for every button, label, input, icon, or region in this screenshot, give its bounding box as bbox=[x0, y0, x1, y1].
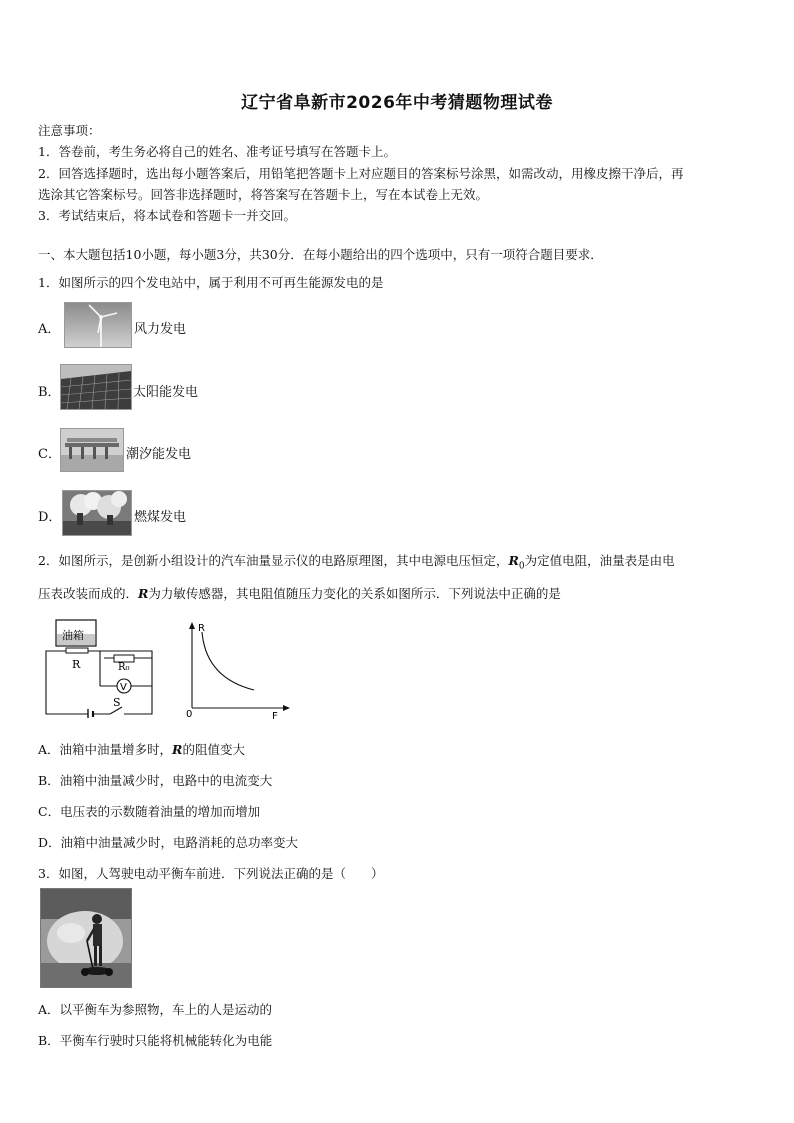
q1-option-a-letter: A． bbox=[38, 322, 61, 337]
q2-option-a-text-a: 油箱中油量增多时， bbox=[59, 742, 173, 757]
q3-option-b bbox=[38, 1031, 272, 1049]
notice-item-3: 3．考试结束后，将本试卷和答题卡一并交回。 bbox=[38, 208, 296, 223]
q2-option-a-letter: A． bbox=[38, 742, 60, 757]
circuit-switch-label: S bbox=[113, 696, 121, 709]
q2-option-a-text-b: 的阻值变大 bbox=[182, 742, 245, 757]
graph-origin-label: 0 bbox=[186, 709, 193, 720]
q1-option-d-letter: D． bbox=[38, 510, 62, 525]
notice-item-2-cont: 选涂其它答案标号。回答非选择题时，将答案写在答题卡上，写在本试卷上无效。 bbox=[38, 187, 489, 202]
wind-turbine-image bbox=[64, 302, 132, 348]
q2-option-d-text: 油箱中油量减少时，电路消耗的总功率变大 bbox=[60, 835, 299, 850]
balance-car-photo bbox=[40, 888, 132, 988]
q2-option-a bbox=[38, 740, 245, 758]
graph-x-label: F bbox=[272, 711, 278, 720]
q2-var-r: R bbox=[138, 586, 149, 601]
q2-stem-line1-b: 为定值电阻，油量表是由电 bbox=[524, 553, 675, 568]
q2-option-c-text: 电压表的示数随着油量的增加而增加 bbox=[60, 804, 261, 819]
q2-stem-line2-b: 为力敏传感器，其电阻值随压力变化的关系如图所示．下列说法中正确的是 bbox=[148, 586, 561, 601]
q2-var-r0: R bbox=[508, 553, 519, 568]
oil-gauge-circuit-diagram bbox=[40, 618, 162, 718]
notice-item-1: 1．答卷前，考生务必将自己的姓名、准考证号填写在答题卡上。 bbox=[38, 144, 396, 159]
q3-option-b-letter: B． bbox=[38, 1033, 60, 1048]
q2-option-c bbox=[38, 802, 260, 820]
q2-option-d bbox=[38, 833, 298, 851]
q1-option-c-letter: C． bbox=[38, 447, 61, 462]
circuit-r-label: R bbox=[72, 658, 81, 671]
q2-stem-line1-a: 2．如图所示，是创新小组设计的汽车油量显示仪的电路原理图，其中电源电压恒定， bbox=[38, 553, 509, 568]
q2-option-a-var: R bbox=[172, 742, 183, 757]
q2-option-b bbox=[38, 771, 272, 789]
q1-stem: 1．如图所示的四个发电站中，属于利用不可再生能源发电的是 bbox=[38, 275, 384, 290]
q2-var-r0-sub: 0 bbox=[518, 561, 525, 572]
solar-panel-image bbox=[60, 364, 132, 410]
q2-stem-line2-a: 压表改装而成的． bbox=[38, 586, 139, 601]
q2-stem-line2 bbox=[38, 584, 561, 602]
graph-y-label: R bbox=[198, 623, 205, 634]
section-header: 一、本大题包括10小题，每小题3分，共30分．在每小题给出的四个选项中，只有一项符合题目要求． bbox=[38, 247, 603, 262]
circuit-voltmeter-label: V bbox=[120, 682, 127, 693]
page-title: 辽宁省阜新市2026年中考猜题物理试卷 bbox=[241, 93, 553, 113]
q1-option-a-text: 风力发电 bbox=[134, 322, 187, 337]
q2-option-d-letter: D． bbox=[38, 835, 61, 850]
coal-power-image bbox=[62, 490, 132, 536]
q2-option-b-text: 油箱中油量减少时，电路中的电流变大 bbox=[59, 773, 273, 788]
q3-option-a bbox=[38, 1000, 272, 1018]
tidal-power-image bbox=[60, 428, 124, 472]
q2-option-b-letter: B． bbox=[38, 773, 60, 788]
q3-stem: 3．如图，人驾驶电动平衡车前进．下列说法正确的是（ ） bbox=[38, 866, 384, 881]
circuit-tank-label: 油箱 bbox=[62, 629, 84, 642]
circuit-r0-label: R₀ bbox=[118, 662, 130, 673]
q3-option-a-letter: A． bbox=[38, 1002, 60, 1017]
notice-item-2: 2．回答选择题时，选出每小题答案后，用铅笔把答题卡上对应题目的答案标号涂黑，如需改动，用橡皮擦干净后，再 bbox=[38, 166, 684, 181]
q1-option-c-text: 潮汐能发电 bbox=[126, 447, 192, 462]
q3-option-a-text: 以平衡车为参照物，车上的人是运动的 bbox=[59, 1002, 273, 1017]
q1-option-b-text: 太阳能发电 bbox=[133, 385, 199, 400]
q1-option-d-text: 燃煤发电 bbox=[134, 510, 187, 525]
q1-option-b-letter: B． bbox=[38, 385, 61, 400]
q2-stem-line1 bbox=[38, 551, 675, 572]
q3-option-b-text: 平衡车行驶时只能将机械能转化为电能 bbox=[59, 1033, 273, 1048]
q2-option-c-letter: C． bbox=[38, 804, 61, 819]
notice-heading: 注意事项： bbox=[38, 123, 101, 138]
r-f-graph bbox=[182, 620, 294, 720]
